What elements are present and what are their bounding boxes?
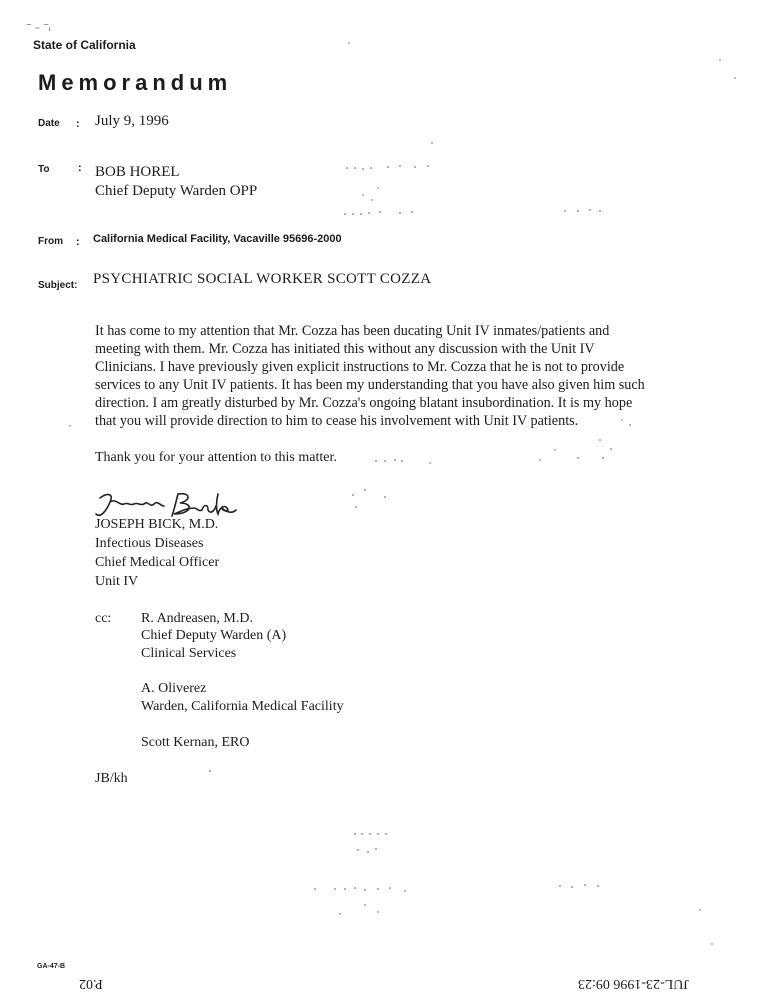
date-value: July 9, 1996 — [95, 113, 169, 129]
state-heading: State of California — [33, 38, 136, 52]
body-line: Clinicians. I have previously given explicit instructions to Mr. Cozza that he is not to provide — [95, 359, 625, 375]
to-label: To — [38, 164, 50, 175]
cc-recipient-title: Chief Deputy Warden (A) — [141, 628, 287, 643]
fax-timestamp: JUL-23-1996 09:23 — [578, 976, 689, 991]
body-line: It has come to my attention that Mr. Cozza has been ducating Unit IV inmates/patients and — [95, 323, 610, 339]
body-line: that you will provide direction to him to cease his involvement with Unit IV patients. — [95, 413, 579, 429]
body-line: services to any Unit IV patients. It has been my understanding that you have also given him such — [95, 377, 645, 393]
form-code: GA-47-B — [37, 963, 66, 970]
header-marks: ⁻ ₋ ⁻ᵢ — [26, 21, 51, 33]
page-title: Memorandum — [38, 70, 233, 95]
signatory-title: Chief Medical Officer — [95, 555, 220, 570]
subject-label-text: Subject — [38, 280, 75, 291]
closing-line: Thank you for your attention to this matter. — [95, 450, 337, 465]
date-colon: : — [76, 118, 80, 130]
cc-recipient-department: Clinical Services — [141, 646, 237, 661]
cc-recipient-name: R. Andreasen, M.D. — [141, 611, 253, 626]
subject-value: PSYCHIATRIC SOCIAL WORKER SCOTT COZZA — [93, 271, 432, 287]
cc-recipient-title: Warden, California Medical Facility — [141, 699, 344, 714]
fax-page-number: P.02 — [79, 976, 103, 991]
body-line: direction. I am greatly disturbed by Mr. Cozza's ongoing blatant insubordination. It is my hope — [95, 395, 633, 411]
cc-recipient-name: Scott Kernan, ERO — [141, 735, 250, 750]
from-colon: : — [76, 236, 80, 248]
from-label: From — [38, 236, 63, 247]
body-line: meeting with them. Mr. Cozza has initiated this without any discussion with the Unit IV — [95, 341, 595, 357]
signatory-name: JOSEPH BICK, M.D. — [95, 517, 219, 532]
signatory-department: Infectious Diseases — [95, 536, 204, 551]
cc-label: cc: — [95, 611, 112, 626]
typist-initials: JB/kh — [95, 771, 128, 786]
date-label: Date — [38, 118, 60, 129]
to-colon: : — [78, 162, 82, 174]
cc-recipient-name: A. Oliverez — [141, 681, 207, 696]
from-value: California Medical Facility, Vacaville 95696-2000 — [93, 233, 342, 245]
signatory-unit: Unit IV — [95, 574, 139, 589]
subject-colon: : — [74, 280, 78, 291]
to-title: Chief Deputy Warden OPP — [95, 183, 258, 199]
to-name: BOB HOREL — [95, 164, 180, 180]
